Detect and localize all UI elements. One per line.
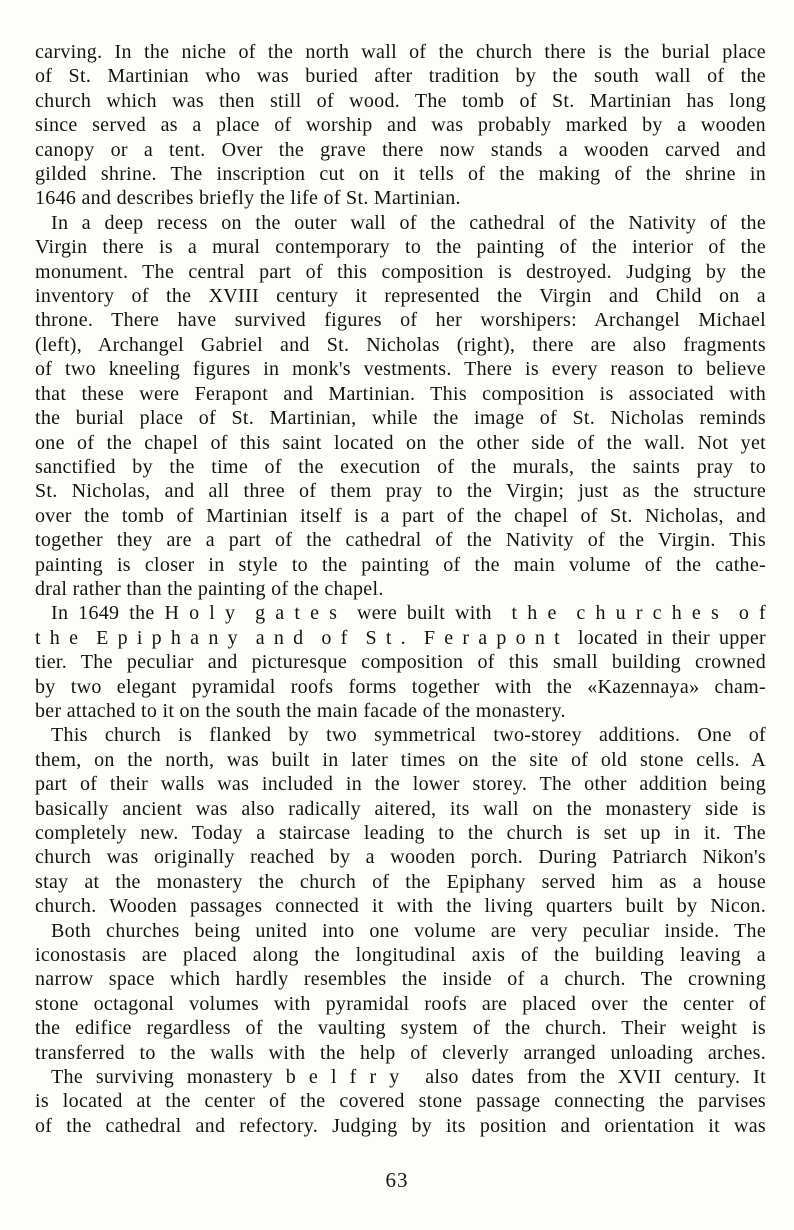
text-line: carving. In the niche of the north wall of the church there is the burial place <box>35 41 766 63</box>
text-line: church was originally reached by a wooden porch. During Patriarch Nikon's <box>35 846 766 869</box>
text-line: sanctified by the time of the execution of the murals, the saints pray to <box>35 455 766 478</box>
body-text <box>35 40 766 1138</box>
text-line: church. Wooden passages connected it with the living quarters built by Nicon. <box>35 895 766 918</box>
text-line: monument. The central part of this composition is destroyed. Judging by the <box>35 260 766 283</box>
text-line: This church is flanked by two symmetrical two-storey additions. One of <box>51 724 766 747</box>
text-line: t h e E p i p h a n y a n d o f S t . F e r a p o n t located in their upper <box>35 626 766 649</box>
text-line: by two elegant pyramidal roofs forms together with the «Kazennaya» cham- <box>35 675 766 698</box>
text-line: tier. The peculiar and picturesque composition of this small building crowned <box>35 651 766 674</box>
text-line: part of their walls was included in the lower storey. The other addition being <box>35 773 766 796</box>
text-line: church which was then still of wood. The tomb of St. Martinian has long <box>35 89 766 112</box>
text-line: In 1649 the H o l y g a t e s were built with t h e c h u r c h e s o f <box>51 602 766 625</box>
text-line: canopy or a tent. Over the grave there now stands a wooden carved and <box>35 138 766 161</box>
text-line: basically ancient was also radically aitered, its wall on the monastery side is <box>35 797 766 820</box>
text-line: one of the chapel of this saint located on the other side of the wall. Not yet <box>35 431 766 454</box>
text-line: The surviving monastery b e l f r y also dates from the XVII century. It <box>51 1066 766 1089</box>
text-line: (left), Archangel Gabriel and St. Nicholas (right), there are also fragments <box>35 333 766 356</box>
text-line: over the tomb of Martinian itself is a part of the chapel of St. Nicholas, and <box>35 504 766 527</box>
text-line: of St. Martinian who was buried after tradition by the south wall of the <box>35 65 766 88</box>
text-line: together they are a part of the cathedral of the Nativity of the Virgin. This <box>35 529 766 552</box>
text-line: the burial place of St. Martinian, while the image of St. Nicholas reminds <box>35 407 766 430</box>
page-number: 63 <box>385 1168 409 1192</box>
text-line: In a deep recess on the outer wall of the cathedral of the Nativity of the <box>51 211 766 234</box>
text-line: that these were Ferapont and Martinian. This composition is associated with <box>35 382 766 405</box>
text-line: transferred to the walls with the help of cleverly arranged unloading arches. <box>35 1041 766 1064</box>
text-line: ber attached to it on the south the main facade of the monastery. <box>35 699 566 722</box>
text-line: since served as a place of worship and was probably marked by a wooden <box>35 114 766 137</box>
text-line: completely new. Today a staircase leading to the church is set up in it. The <box>35 822 766 844</box>
text-line: throne. There have survived figures of her worshipers: Archangel Michael <box>35 309 766 332</box>
text-line: the edifice regardless of the vaulting system of the church. Their weight is <box>35 1017 766 1040</box>
text-line: painting is closer in style to the painting of the main volume of the cathe- <box>35 553 766 576</box>
text-line: them, on the north, was built in later times on the site of old stone cells. A <box>35 748 766 771</box>
text-line: of two kneeling figures in monk's vestments. There is every reason to believe <box>35 358 766 381</box>
text-line: Both churches being united into one volume are very peculiar inside. The <box>51 919 766 942</box>
text-line: Virgin there is a mural contemporary to the painting of the interior of the <box>35 236 766 259</box>
text-line: inventory of the XVIII century it represented the Virgin and Child on a <box>35 285 766 308</box>
text-line: is located at the center of the covered stone passage connecting the parvises <box>35 1090 766 1113</box>
text-line: stone octagonal volumes with pyramidal roofs are placed over the center of <box>35 992 766 1015</box>
text-line: dral rather than the painting of the chapel. <box>35 577 384 600</box>
text-line: iconostasis are placed along the longitudinal axis of the building leaving a <box>35 944 766 967</box>
text-line: St. Nicholas, and all three of them pray to the Virgin; just as the structure <box>35 480 766 503</box>
text-line: stay at the monastery the church of the Epiphany served him as a house <box>35 870 766 893</box>
text-line: 1646 and describes briefly the life of St. Martinian. <box>35 187 461 210</box>
text-line: narrow space which hardly resembles the inside of a church. The crowning <box>35 968 766 991</box>
text-line: gilded shrine. The inscription cut on it tells of the making of the shrine in <box>35 163 766 186</box>
text-line: of the cathedral and refectory. Judging by its position and orientation it was <box>35 1114 766 1137</box>
